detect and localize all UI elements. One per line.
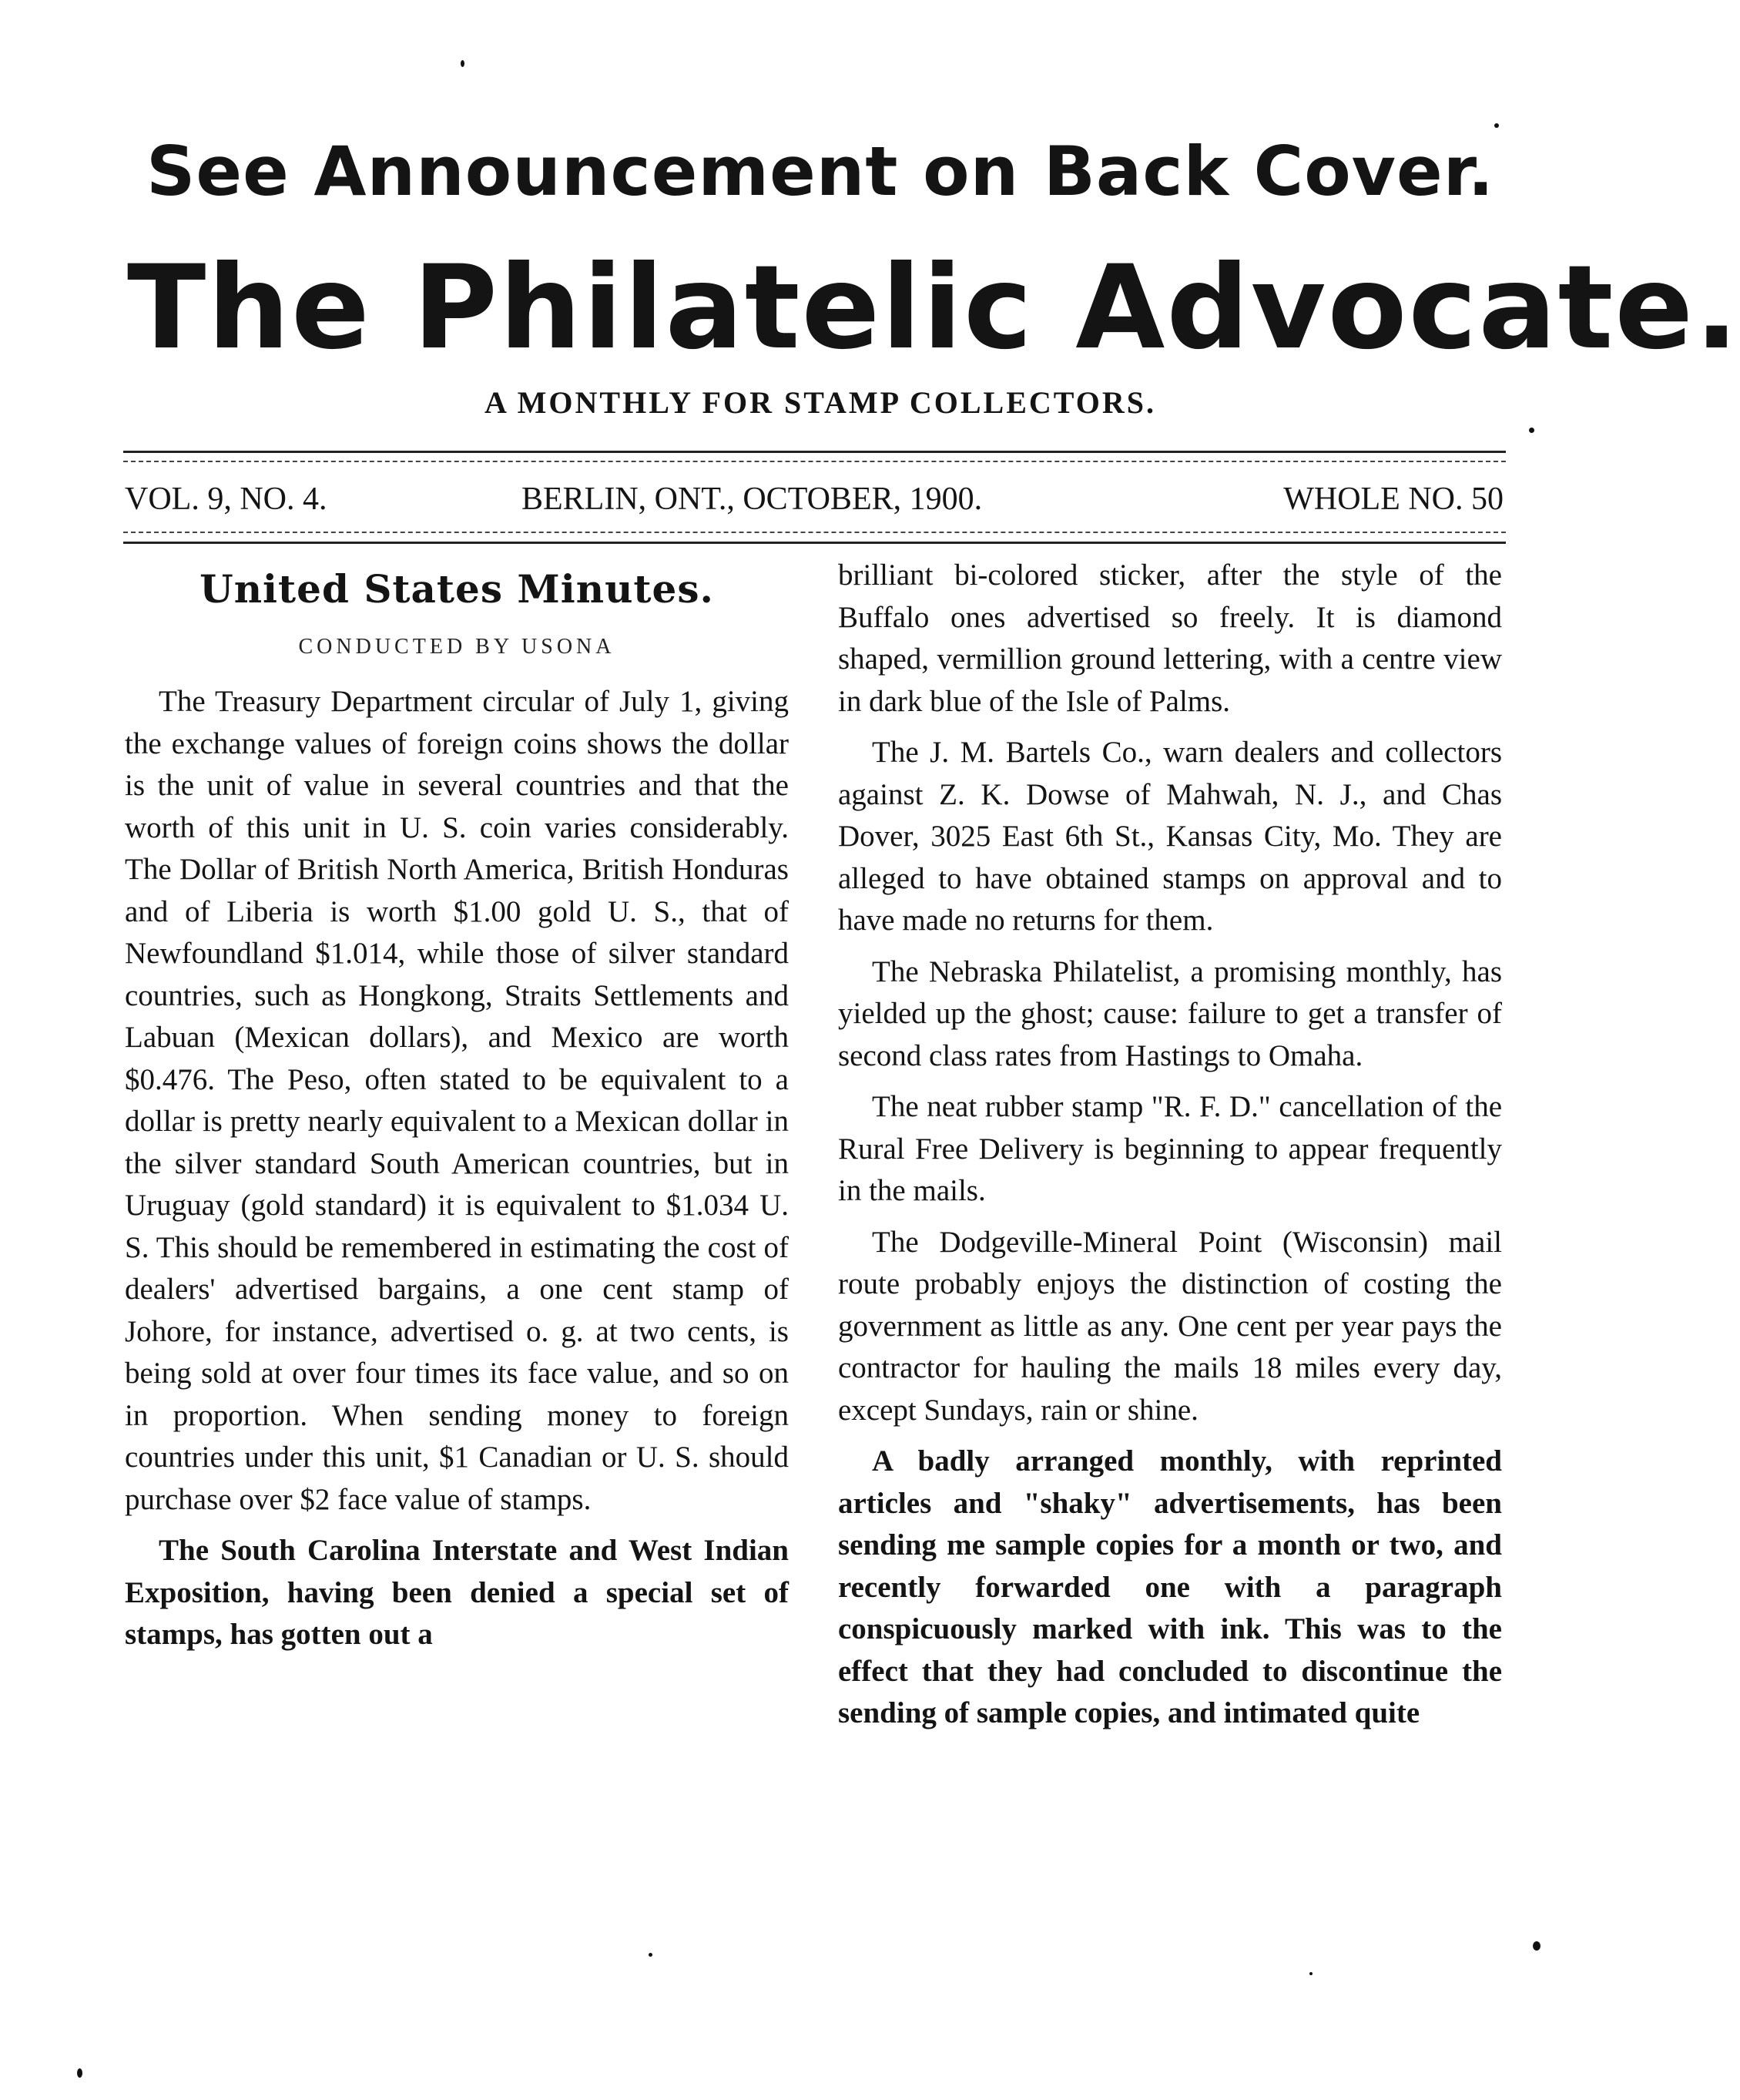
- paragraph-badly-arranged-monthly: A badly arranged monthly, with reprinted articles and "shaky" advertisements, has been sending me sample copies for a month or two, and recently forwarded one with a paragraph conspicuously marked with ink. This was to the effect that they had concluded to discontinue the sending of sample copies, and intimated quite: [838, 1444, 1502, 1729]
- back-cover-announcement: See Announcement on Back Cover.: [146, 132, 1495, 211]
- print-speck: [461, 60, 464, 67]
- paragraph-dodgeville-route: The Dodgeville-Mineral Point (Wisconsin) mail route probably enjoys the distinction of costing the government as little as any. One cent per year pays the contractor for hauling the mails 18 miles every day, except Sundays, rain or shine.: [838, 1225, 1502, 1427]
- right-column: [838, 555, 1502, 1744]
- volume-number: VOL. 9, NO. 4.: [125, 481, 327, 517]
- print-speck: [1529, 428, 1534, 433]
- whole-number: WHOLE NO. 50: [1283, 481, 1504, 517]
- place-date: BERLIN, ONT., OCTOBER, 1900.: [521, 481, 983, 517]
- print-speck: [77, 2068, 82, 2078]
- header-rule-top-inner: [123, 461, 1506, 462]
- paragraph-sticker: brilliant bi-colored sticker, after the style of the Buffalo ones advertised so freely. It is diamond shaped, vermillion ground lettering, with a centre view in dark blue of the Isle of Palms.: [838, 559, 1502, 718]
- print-speck: [1309, 1972, 1313, 1975]
- left-column: [125, 555, 789, 1666]
- section-title: United States Minutes.: [199, 566, 714, 612]
- header-rule-bottom-inner: [123, 532, 1506, 533]
- byline: CONDUCTED BY USONA: [298, 635, 615, 659]
- print-speck: [1494, 123, 1499, 128]
- header-rule-bottom: [123, 542, 1506, 544]
- paragraph-exposition: The South Carolina Interstate and West Indian Exposition, having been denied a special set of stamps, has gotten out a: [125, 1534, 789, 1651]
- paragraph-rfd-cancellation: The neat rubber stamp "R. F. D." cancellation of the Rural Free Delivery is beginning to appear frequently in the mails.: [838, 1090, 1502, 1207]
- issue-line: [125, 476, 1504, 522]
- print-speck: [1533, 1941, 1541, 1951]
- header-rule-top: [123, 451, 1506, 453]
- paragraph-bartels-warning: The J. M. Bartels Co., warn dealers and collectors against Z. K. Dowse of Mahwah, N. J., and Chas Dover, 3025 East 6th St., Kansas City, Mo. They are alleged to have obtained stamps on approval and to have made no returns for them.: [838, 736, 1502, 937]
- print-speck: [649, 1953, 652, 1957]
- masthead-title: The Philatelic Advocate.: [127, 241, 1740, 375]
- masthead-subtitle: A MONTHLY FOR STAMP COLLECTORS.: [484, 385, 1157, 420]
- paragraph-exchange-values: The Treasury Department circular of July 1, giving the exchange values of foreign coins shows the dollar is the unit of value in several countries and that the worth of this unit in U. S. coin varies considerably. The Dollar of British North America, British Honduras and of Liberia is worth $1.00 gold U. S., that of Newfoundland $1.014, while those of silver standard countries, such as Hongkong, Straits Settlements and Labuan (Mexican dollars), and Mexico are worth $0.476. The Peso, often stated to be equivalent to a dollar is pretty nearly equivalent to a Mexican dollar in the silver standard South American countries, but in Uruguay (gold standard) it is equivalent to $1.034 U. S. This should be remembered in estimating the cost of dealers' advertised bargains, a one cent stamp of Johore, for instance, advertised o. g. at two cents, is being sold at over four times its face value, and so on in proportion. When sending money to foreign countries under this unit, $1 Canadian or U. S. should purchase over $2 face value of stamps.: [125, 685, 789, 1516]
- paragraph-nebraska-philatelist: The Nebraska Philatelist, a promising monthly, has yielded up the ghost; cause: failure to get a transfer of second class rates from Hastings to Omaha.: [838, 954, 1502, 1072]
